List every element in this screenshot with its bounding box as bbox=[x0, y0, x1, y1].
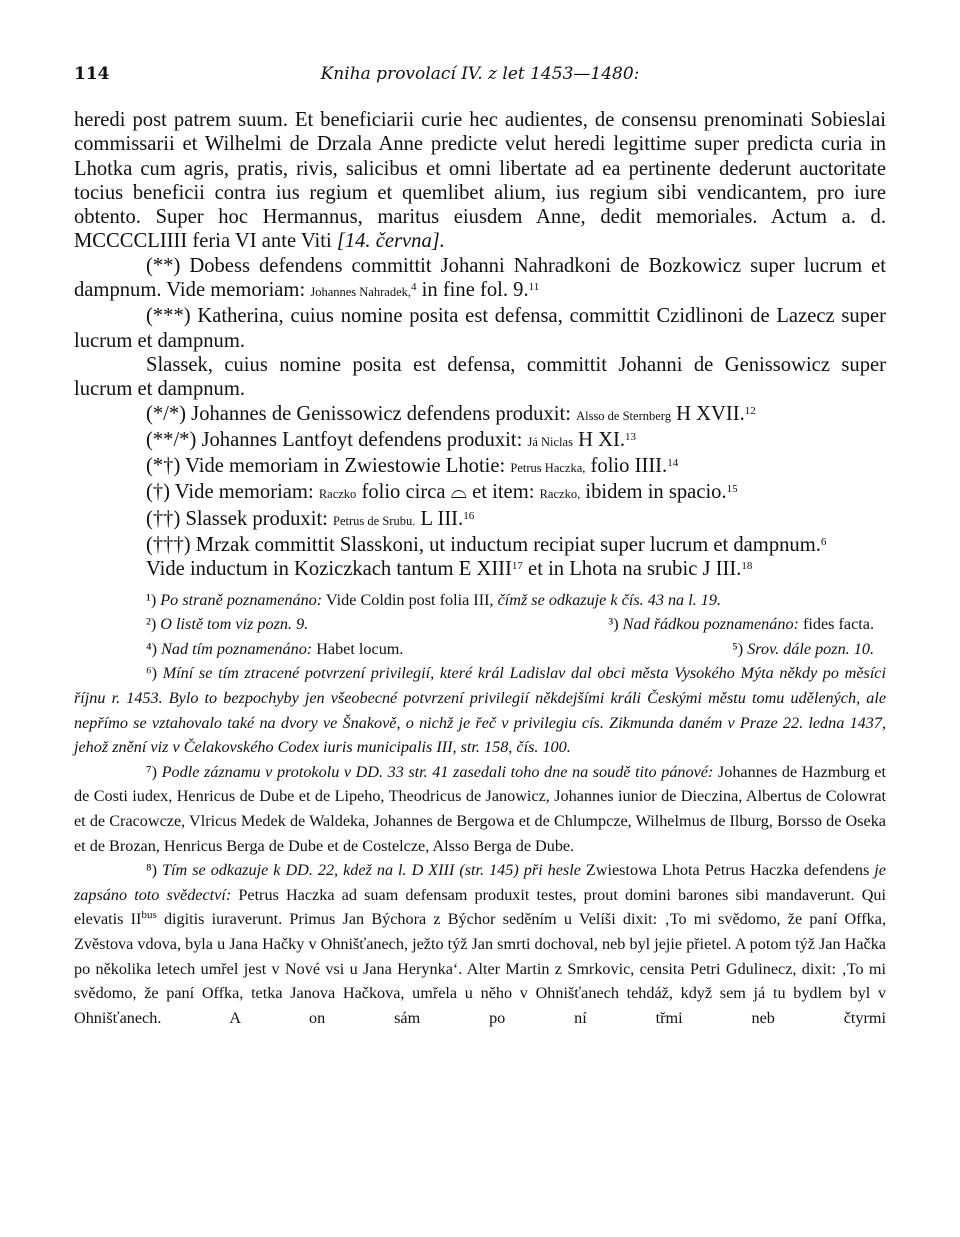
footnote-italic: Podle záznamu v protokolu v DD. 33 str. 41 zasedali toho dne na soudě tito pánové: bbox=[157, 762, 714, 781]
superscript: bus bbox=[141, 909, 157, 922]
footnote-italic: je zapsáno toto svědectví: bbox=[74, 861, 886, 904]
date-note: [14. června]. bbox=[336, 230, 445, 253]
paragraph-text: et in Lhota na srubic J III. bbox=[522, 558, 742, 581]
paragraph-text: et item: bbox=[466, 481, 540, 504]
quoted-name: Petrus de Srubu. bbox=[333, 513, 416, 528]
footnote-italic: Nad tím poznamenáno: bbox=[157, 639, 313, 658]
footnote-2 bbox=[146, 612, 308, 637]
footnote-text: Johannes de Hazmburg et de Costi iudex, Henricus de Dube et de Lipeho, Theodricus de Janowicz, Johannes iunior de Dieczina, Albertus de Colowrat et de Cracowcze, Vlricus Medek de Waldeka, Johannes de Bergowa et de Chlumpcze, Wilhelmus de Ilburg, Borsso de Oseka et de Brozan, Henricus Berga de Dube et de Costelcze, Alsso Berga de Dube. bbox=[74, 762, 886, 855]
footnote-1 bbox=[74, 588, 886, 613]
footnote-5 bbox=[732, 637, 886, 662]
paragraph-text: L III. bbox=[415, 507, 464, 530]
footnote-6 bbox=[74, 661, 886, 759]
footnote-italic: Míní se tím ztracené potvrzení privilegií, které král Ladislav dal obci města Vysokého Mýta někdy po měsíci říjnu r. 1453. Bylo to bezpochyby jen všeobecné potvrzení privilegií někdejšími králi Českými městu tomu udělených, ale nepřímo se vztahovalo také na dvory ve Šnakově, o nichž je řeč v privilegiu cís. Zikmunda daném v Praze 22. ledna 1437, jehož znění viz v Čelakovského Codex iuris municipalis III, str. 158, čís. 100. bbox=[74, 664, 886, 757]
paragraph bbox=[74, 108, 886, 254]
footnote-mark: ⁶) bbox=[146, 664, 158, 683]
paragraph bbox=[74, 402, 886, 428]
footnote-ref: 12 bbox=[744, 404, 756, 417]
paragraph bbox=[74, 454, 886, 480]
footnote-ref: 11 bbox=[528, 281, 540, 294]
footnote-4 bbox=[146, 637, 403, 662]
footnote-pair bbox=[74, 637, 886, 662]
running-title: Kniha provolací IV. z let 1453—1480: bbox=[320, 64, 640, 84]
footnote-ref: 17 bbox=[511, 560, 523, 573]
paragraph-text: (†) Vide memoriam: bbox=[146, 481, 319, 504]
paragraph-text: (*†) Vide memoriam in Zwiestowie Lhotie: bbox=[146, 455, 511, 478]
paragraph-text: folio IIII. bbox=[585, 455, 668, 478]
paragraph-text: (†††) Mrzak committit Slasskoni, ut inductum recipiat super lucrum et dampnum. bbox=[146, 534, 821, 557]
footnote-text: Vide Coldin post folia III, bbox=[322, 590, 494, 609]
paragraph: (***) Katherina, cuius nomine posita est defensa, committit Czidlinoni de Lazecz super lucrum et dampnum. bbox=[74, 305, 886, 352]
footnote-7 bbox=[74, 760, 886, 858]
footnote-ref: 18 bbox=[741, 560, 753, 573]
footnote-text: Habet locum. bbox=[312, 639, 404, 658]
footnote-mark: ⁸) bbox=[146, 861, 158, 880]
paragraph bbox=[74, 557, 886, 581]
quoted-name: Raczko, bbox=[539, 487, 581, 502]
paragraph bbox=[74, 428, 886, 454]
paragraph-text: Vide inductum in Koziczkach tantum E XIII bbox=[146, 558, 512, 581]
footnote-italic: Po straně poznamenáno: bbox=[156, 590, 323, 609]
footnote-mark: ⁵) bbox=[732, 639, 744, 658]
footnote-text: Petrus Haczka ad suam defensam produxit testes, prout domini barones sibi mandaverunt. Qui elevatis II bbox=[74, 885, 886, 929]
paragraph bbox=[74, 480, 886, 506]
footnote-pair bbox=[74, 612, 886, 637]
folio-sign-icon: ⌓ bbox=[450, 481, 467, 504]
footnote-italic: čímž se odkazuje k čís. 43 na l. 19. bbox=[493, 590, 722, 609]
paragraph-text: H XI. bbox=[572, 428, 626, 451]
paragraph-text: H XVII. bbox=[670, 402, 745, 425]
footnote-ref: 14 bbox=[667, 457, 679, 470]
footnote-ref: 16 bbox=[463, 509, 475, 522]
footnote-italic: O listě tom viz pozn. 9. bbox=[156, 615, 309, 634]
footnote-mark: ⁷) bbox=[146, 762, 158, 781]
quoted-name: Raczko bbox=[318, 487, 357, 502]
footnote-text: digitis iuraverunt. Primus Jan Býchora z Býchor seděním u Velíši dixit: ‚To mi svědomo, že paní Offka, Zvěstova vdova, byla u Jana Hačky v Ohnišťanech, ježto týž Jan smrti dochoval, neb byl jejie přietel. A potom týž Jan Hačka po několika letech umřel jest v Nové vsi u Jana Herynka‘. Alter Martin z Smrkovic, censita Petri Gdulinecz, dixit: ‚To mi svědomo, že paní Offka, tetka Janova Hačkova, umřela u něho v Ohnišťanech tehdáž, když sem já tu bydlem byl v Ohnišťanech. A on sám po ní třmi neb čtyrmi bbox=[74, 910, 886, 1027]
footnote-text: Zwiestowa Lhota Petrus Haczka defendens bbox=[580, 861, 870, 880]
paragraph-text: ibidem in spacio. bbox=[580, 481, 727, 504]
page bbox=[74, 58, 886, 1030]
paragraph-text: in fine fol. 9. bbox=[416, 279, 529, 302]
quoted-name: Petrus Haczka, bbox=[510, 461, 586, 476]
footnote-mark: ⁴) bbox=[146, 639, 158, 658]
quoted-name: Johannes Nahradek, bbox=[310, 285, 411, 300]
footnotes bbox=[74, 588, 886, 1031]
footnote-italic: Tím se odkazuje k DD. 22, kdež na l. D XIII ( bbox=[157, 861, 465, 880]
footnote-mark: ¹) bbox=[146, 590, 157, 609]
footnote-italic: ) při hesle bbox=[513, 861, 581, 880]
footnote-ref: 6 bbox=[820, 536, 827, 549]
paragraph bbox=[74, 533, 886, 557]
footnote-3 bbox=[608, 612, 886, 637]
paragraph bbox=[74, 254, 886, 305]
quoted-name: Alsso de Sternberg bbox=[576, 408, 671, 423]
paragraph-text: heredi post patrem suum. Et beneficiarii curie hec audientes, de consensu prenominati Sobieslai commissarii et Wilhelmi de Drzala Anne predicte velut heredi legittime super predicta curia in Lhotka cum agris, pratis, rivis, salicibus et omni libertate ad ea pertinente dederunt auctoritate tocius beneficii contra ius regium et quemlibet alium, ius regium sibi vendicantem, pro iure obtento. Super hoc Hermannus, maritus eiusdem Anne, dedit memoriales. Actum a. d. MCCCCLIIII feria VI ante Viti bbox=[74, 109, 886, 253]
paragraph: Slassek, cuius nomine posita est defensa, committit Johanni de Genissowicz super lucrum et dampnum. bbox=[74, 353, 886, 401]
paragraph-text: (**/*) Johannes Lantfoyt defendens produxit: bbox=[146, 428, 528, 451]
footnote-ref: 15 bbox=[726, 483, 738, 496]
footnote-italic: str. 145 bbox=[464, 861, 514, 880]
paragraph-text: folio circa bbox=[356, 481, 451, 504]
paragraph-text: (††) Slassek produxit: bbox=[146, 507, 334, 530]
footnote-mark: ²) bbox=[146, 615, 157, 634]
quoted-name: Já Niclas bbox=[527, 434, 573, 449]
paragraph-text: (*/*) Johannes de Genissowicz defendens produxit: bbox=[146, 402, 577, 425]
main-text bbox=[74, 108, 886, 582]
paragraph-text: (**) Dobess defendens committit Johanni Nahradkoni de Bozkowicz super lucrum et dampnum. Vide memoriam: bbox=[74, 254, 886, 302]
footnote-italic: Srov. dále pozn. 10. bbox=[743, 639, 874, 658]
footnote-ref: 4 bbox=[411, 281, 417, 294]
footnote-8 bbox=[74, 858, 886, 1030]
footnote-ref: 13 bbox=[625, 430, 637, 443]
running-header bbox=[74, 58, 886, 88]
page-number: 114 bbox=[74, 64, 110, 84]
footnote-italic: Nad řádkou poznamenáno: bbox=[618, 615, 799, 634]
paragraph bbox=[74, 507, 886, 533]
footnote-text: fides facta. bbox=[798, 615, 874, 634]
footnote-mark: ³) bbox=[608, 615, 619, 634]
